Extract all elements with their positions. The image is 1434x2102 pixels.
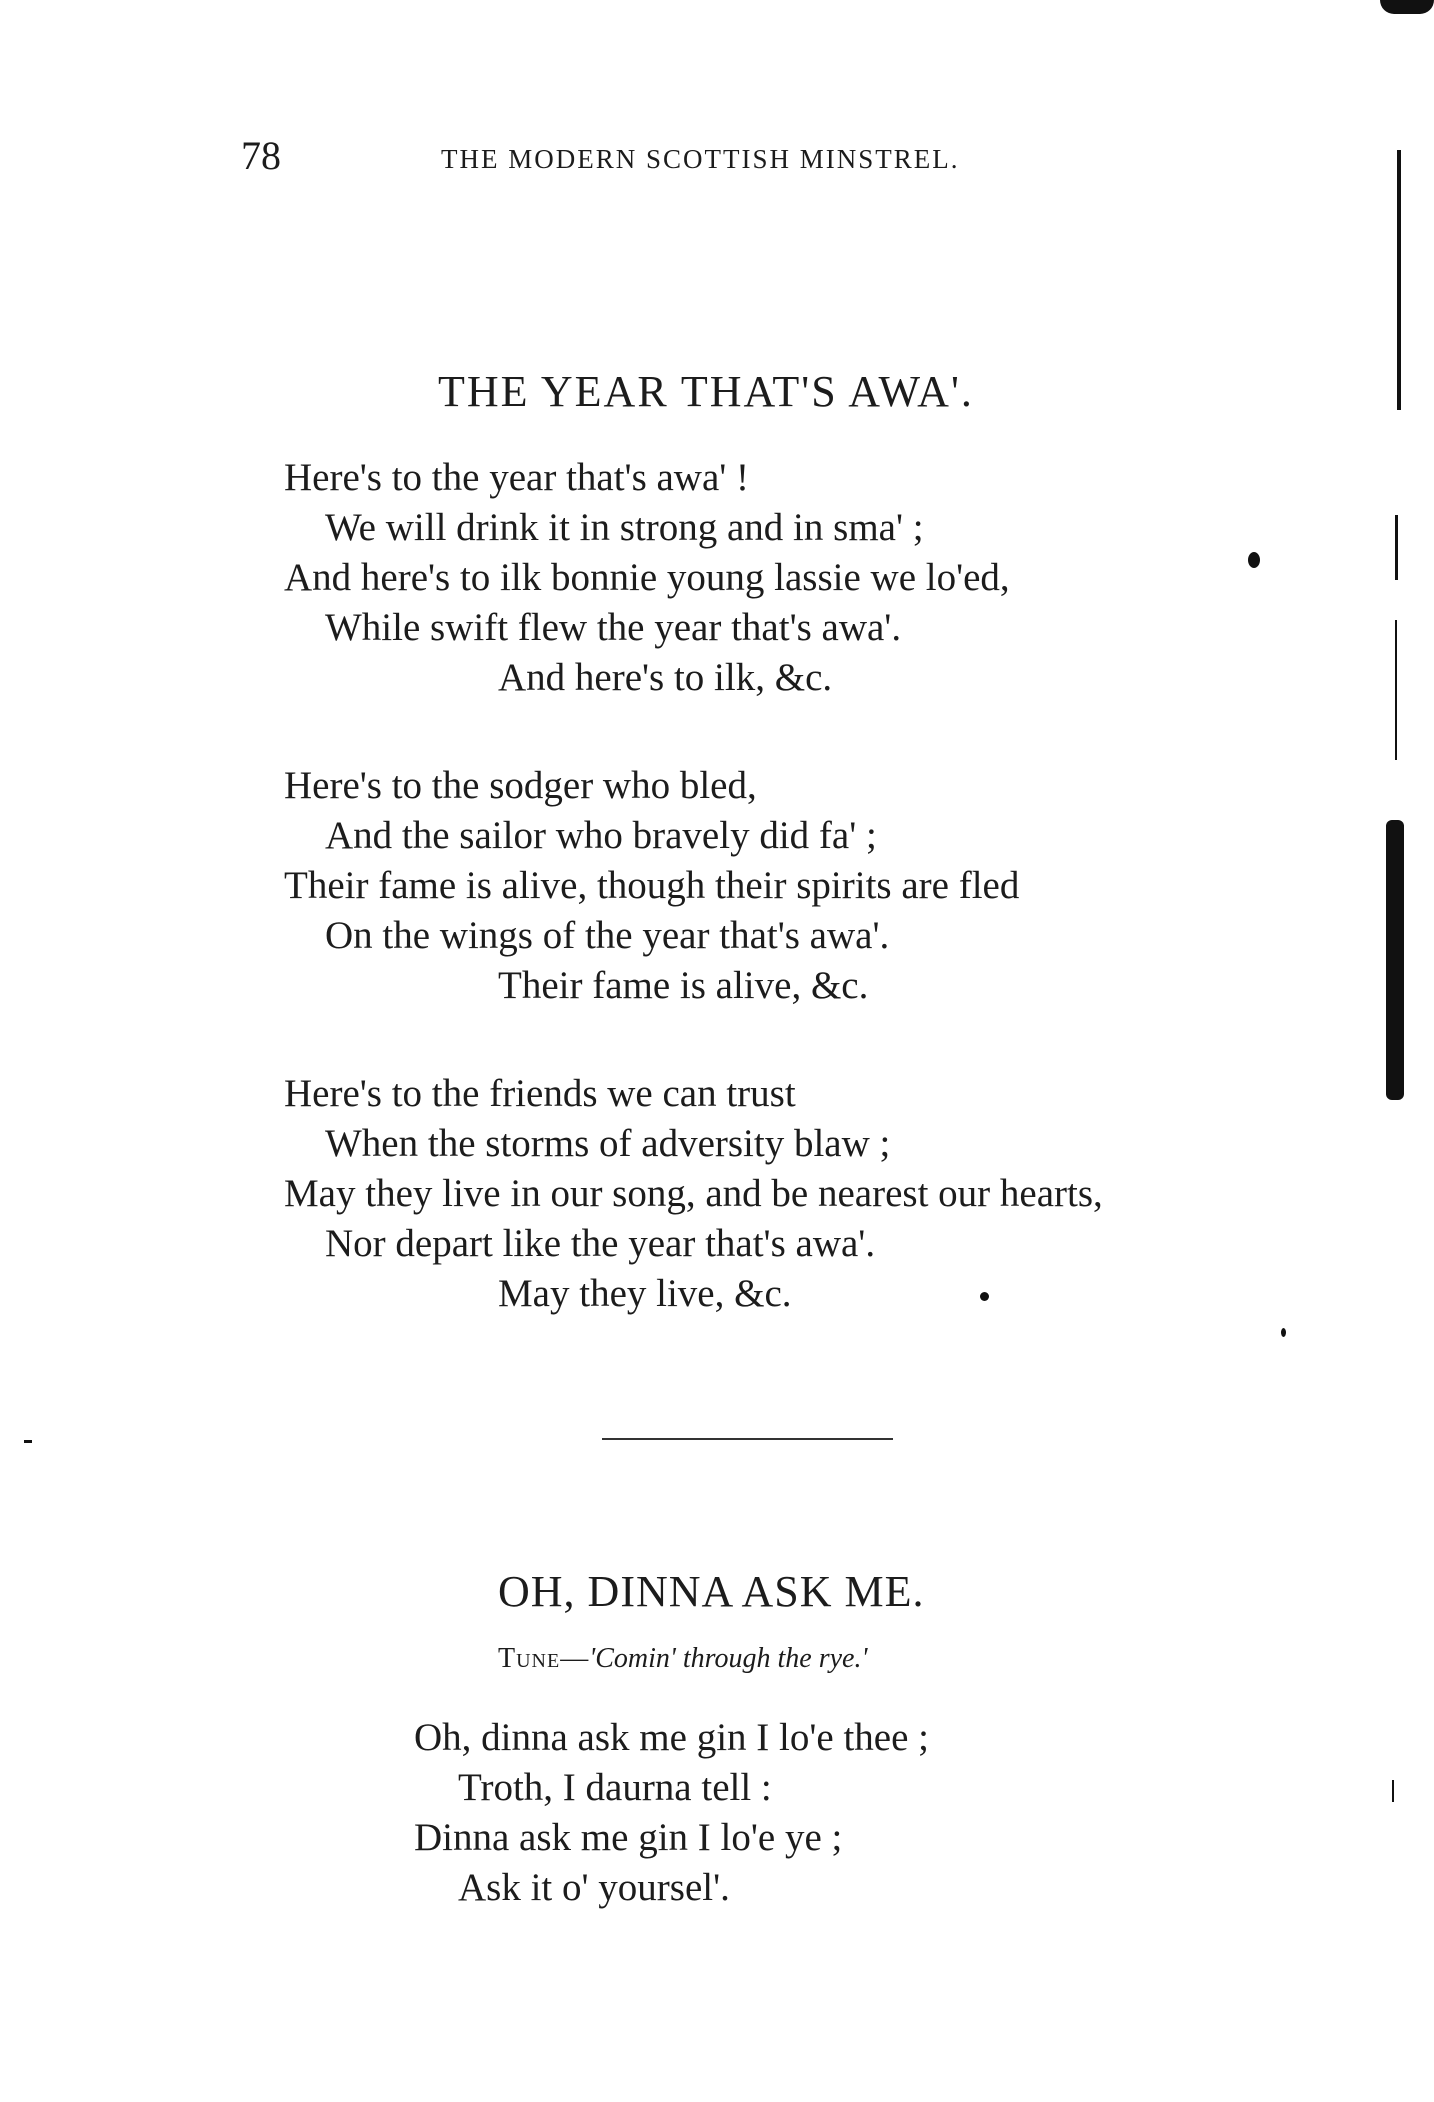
verse-line: And here's to ilk bonnie young lassie we lo'ed, xyxy=(284,556,1010,599)
page-edge-mark xyxy=(1395,620,1397,760)
refrain-line: And here's to ilk, &c. xyxy=(498,656,833,699)
verse-line: And the sailor who bravely did fa' ; xyxy=(325,814,877,857)
verse-line: May they live in our song, and be nearest our hearts, xyxy=(284,1172,1103,1215)
verse-line: When the storms of adversity blaw ; xyxy=(325,1122,891,1165)
tune-label: Tune— xyxy=(498,1643,590,1674)
verse-line: Oh, dinna ask me gin I lo'e thee ; xyxy=(414,1716,929,1759)
poem-title: THE YEAR THAT'S AWA'. xyxy=(438,367,974,416)
verse-line: Troth, I daurna tell : xyxy=(458,1766,772,1809)
page-number: 78 xyxy=(241,133,281,178)
verse-line: Their fame is alive, though their spirits are fled xyxy=(284,864,1020,907)
poem-title: OH, DINNA ASK ME. xyxy=(498,1567,925,1616)
running-title: THE MODERN SCOTTISH MINSTREL. xyxy=(441,144,960,174)
verse-line: Nor depart like the year that's awa'. xyxy=(325,1222,876,1265)
verse-line: Dinna ask me gin I lo'e ye ; xyxy=(414,1816,843,1859)
page-edge-mark xyxy=(1395,515,1398,580)
ink-speck xyxy=(1392,1780,1394,1802)
ink-speck xyxy=(24,1440,32,1443)
refrain-line: May they live, &c. xyxy=(498,1272,792,1315)
verse-line: Here's to the year that's awa' ! xyxy=(284,456,750,499)
ink-speck xyxy=(980,1292,989,1301)
verse-line: We will drink it in strong and in sma' ; xyxy=(325,506,924,549)
ink-speck xyxy=(1248,552,1260,568)
page-edge-mark xyxy=(1386,820,1404,1100)
tune-name: 'Comin' through the rye.' xyxy=(589,1643,868,1674)
page-edge-mark xyxy=(1397,150,1401,410)
ink-speck xyxy=(1281,1328,1286,1337)
verse-line: While swift flew the year that's awa'. xyxy=(325,606,902,649)
verse-line: Here's to the friends we can trust xyxy=(284,1072,796,1115)
section-divider xyxy=(602,1438,893,1440)
refrain-line: Their fame is alive, &c. xyxy=(498,964,869,1007)
page-edge-mark xyxy=(1380,0,1434,14)
verse-line: Here's to the sodger who bled, xyxy=(284,764,757,807)
verse-line: On the wings of the year that's awa'. xyxy=(325,914,890,957)
verse-line: Ask it o' yoursel'. xyxy=(458,1866,730,1909)
tune-note xyxy=(498,1643,867,1675)
